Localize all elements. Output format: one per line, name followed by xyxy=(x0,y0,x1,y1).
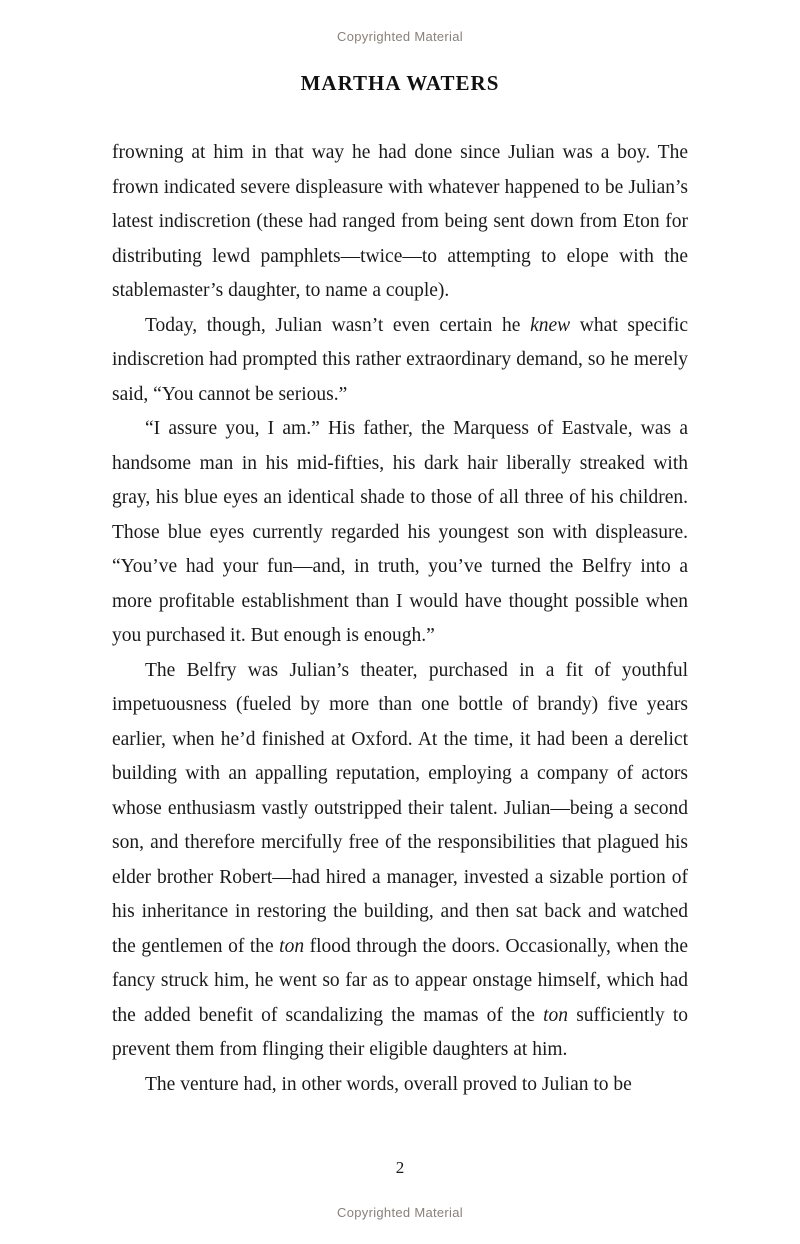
copyright-notice-bottom: Copyrighted Material xyxy=(337,1205,463,1220)
text-segment: Today, though, Julian wasn’t even certain he xyxy=(145,314,531,336)
italic-text-segment: ton xyxy=(543,1004,568,1026)
paragraph xyxy=(112,654,688,1068)
text-segment: frowning at him in that way he had done since Julian was a boy. The frown indicated severe displeasure with whatever happened to be Julian’s latest indiscretion (these had ranged from being sent down from Eton for distributing lewd pamphlets—twice—to attempting to elope with the stablemaster’s daughter, to name a couple). xyxy=(112,142,688,301)
paragraph xyxy=(112,1068,688,1103)
running-header: MARTHA WATERS xyxy=(300,71,500,95)
paragraph xyxy=(112,136,688,309)
text-segment: The venture had, in other words, overall proved to Julian to be xyxy=(145,1073,632,1095)
italic-text-segment: ton xyxy=(279,935,305,957)
paragraph xyxy=(112,412,688,654)
text-segment: The Belfry was Julian’s theater, purchased in a fit of youthful impetuousness (fueled by more than one bottle of brandy) five years earlier, when he’d finished at Oxford. At the time, it had been a derelict building with an appalling reputation, employing a company of actors whose enthusiasm vastly outstripped their talent. Julian—being a second son, and therefore mercifully free of the responsibilities that plagued his elder brother Robert—had hired a manager, invested a sizable portion of his inheritance in restoring the building, and then sat back and watched the gentlemen of the xyxy=(112,659,688,957)
text-segment: sufficiently to prevent them from flinging their eligible daughters at him. xyxy=(112,1004,689,1060)
paragraph xyxy=(112,309,688,413)
italic-text-segment: knew xyxy=(530,314,571,336)
body-text xyxy=(112,136,688,1102)
text-segment: “I assure you, I am.” His father, the Marquess of Eastvale, was a handsome man in his mid-fifties, his dark hair liberally streaked with gray, his blue eyes an identical shade to those of all three of his children. Those blue eyes currently regarded his youngest son with displeasure. “You’ve had your fun—and, in truth, you’ve turned the Belfry into a more profitable establishment than I would have thought possible when you purchased it. But enough is enough.” xyxy=(112,418,688,646)
page-number: 2 xyxy=(395,1158,405,1177)
text-segment: flood through the doors. Occasionally, when the fancy struck him, he went so far as to appear onstage himself, which had the added benefit of scandalizing the mamas of the xyxy=(112,935,688,1026)
text-segment: what specific indiscretion had prompted this rather extraordinary demand, so he merely said, “You cannot be serious.” xyxy=(112,314,688,405)
copyright-notice-top: Copyrighted Material xyxy=(337,29,463,44)
